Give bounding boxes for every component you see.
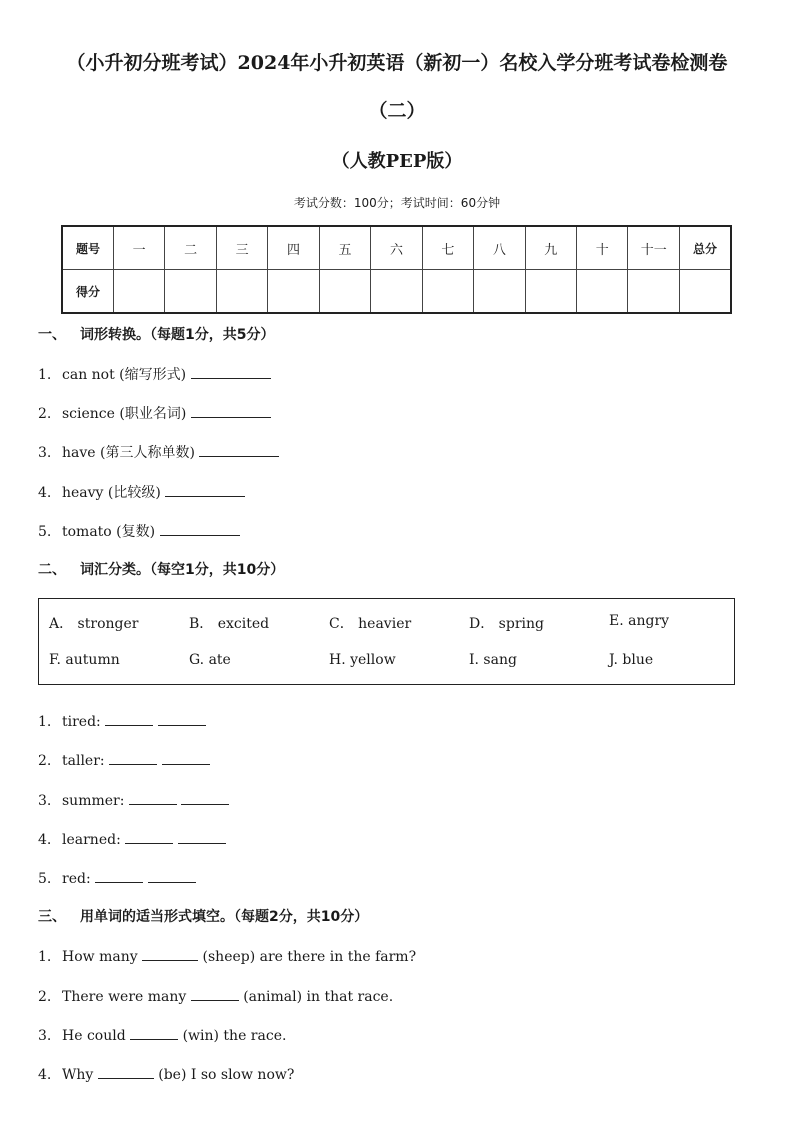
section2-item: 2. taller:: [38, 750, 210, 769]
section1-item: 2. science (职业名词): [38, 403, 271, 423]
section1-item: 5. tomato (复数): [38, 521, 240, 541]
score-table-score-row: [62, 270, 731, 314]
column-10: 十: [577, 226, 628, 270]
column-9: 九: [525, 226, 576, 270]
word-option: A． stronger: [49, 616, 139, 632]
answer-blank[interactable]: [142, 946, 198, 961]
score-cell[interactable]: [474, 270, 525, 314]
answer-blank[interactable]: [191, 986, 239, 1001]
score-cell[interactable]: [577, 270, 628, 314]
score-cell[interactable]: [113, 270, 164, 314]
answer-blank[interactable]: [199, 442, 279, 457]
section3-item: 3. He could (win) the race.: [38, 1025, 286, 1044]
answer-blank[interactable]: [162, 750, 210, 765]
word-option: B． excited: [189, 616, 270, 632]
section2-item: 5. red:: [38, 868, 196, 887]
section3-item: 2. There were many (animal) in that race.: [38, 986, 393, 1005]
section3-number: 三、: [38, 909, 66, 925]
word-option: F. autumn: [49, 652, 120, 668]
exam-title-edition: （人教PEP版）: [331, 151, 463, 172]
section1-heading: [38, 324, 274, 344]
exam-title-line2: （二）: [368, 100, 426, 122]
answer-blank[interactable]: [109, 750, 157, 765]
answer-blank[interactable]: [160, 521, 240, 536]
question-number-label: 题号: [62, 226, 113, 270]
answer-blank[interactable]: [95, 868, 143, 883]
column-1: 一: [113, 226, 164, 270]
answer-blank[interactable]: [130, 1025, 178, 1040]
exam-info: 考试分数：100分；考试时间：60分钟: [293, 196, 501, 210]
section2-item: 1. tired:: [38, 711, 206, 730]
section3-heading: [38, 906, 368, 926]
column-5: 五: [319, 226, 370, 270]
score-cell[interactable]: [679, 270, 731, 314]
column-8: 八: [474, 226, 525, 270]
answer-blank[interactable]: [178, 829, 226, 844]
column-6: 六: [371, 226, 422, 270]
word-option: I. sang: [469, 652, 517, 668]
section1-item: 4. heavy (比较级): [38, 482, 245, 502]
score-cell[interactable]: [268, 270, 319, 314]
section1-item: 3. have (第三人称单数): [38, 442, 279, 462]
score-cell[interactable]: [628, 270, 679, 314]
column-3: 三: [216, 226, 267, 270]
word-option: G. ate: [189, 652, 231, 668]
score-cell[interactable]: [422, 270, 473, 314]
score-cell[interactable]: [216, 270, 267, 314]
score-table-header-row: [62, 226, 731, 270]
word-option: H. yellow: [329, 652, 396, 668]
answer-blank[interactable]: [98, 1064, 154, 1079]
score-cell[interactable]: [165, 270, 216, 314]
word-bank-box: [38, 598, 735, 685]
section2-item: 3. summer:: [38, 790, 229, 809]
column-11: 十一: [628, 226, 679, 270]
answer-blank[interactable]: [191, 403, 271, 418]
section3-item: 4. Why (be) I so slow now?: [38, 1064, 294, 1083]
section3-title: 用单词的适当形式填空。（每题2分，共10分）: [80, 909, 369, 925]
answer-blank[interactable]: [125, 829, 173, 844]
answer-blank[interactable]: [158, 711, 206, 726]
exam-title-line1: （小升初分班考试）2024年小升初英语（新初一）名校入学分班考试卷检测卷: [66, 52, 728, 74]
section2-heading: [38, 559, 284, 579]
word-option: D． spring: [469, 616, 544, 632]
section2-title: 词汇分类。（每空1分，共10分）: [80, 562, 285, 578]
section2-item: 4. learned:: [38, 829, 226, 848]
score-cell[interactable]: [319, 270, 370, 314]
section1-title: 词形转换。（每题1分，共5分）: [80, 327, 275, 343]
column-4: 四: [268, 226, 319, 270]
section3-item: 1. How many (sheep) are there in the farm?: [38, 946, 416, 965]
word-option: C． heavier: [329, 616, 412, 632]
answer-blank[interactable]: [181, 790, 229, 805]
section1-item: 1. can not (缩写形式): [38, 364, 271, 384]
answer-blank[interactable]: [129, 790, 177, 805]
column-2: 二: [165, 226, 216, 270]
answer-blank[interactable]: [105, 711, 153, 726]
section2-number: 二、: [38, 562, 66, 578]
answer-blank[interactable]: [165, 482, 245, 497]
answer-blank[interactable]: [148, 868, 196, 883]
score-cell[interactable]: [371, 270, 422, 314]
word-option: E. angry: [609, 613, 670, 629]
word-option: J. blue: [609, 652, 654, 668]
score-table: [61, 225, 732, 314]
total-label: 总分: [679, 226, 731, 270]
section1-number: 一、: [38, 327, 66, 343]
score-cell[interactable]: [525, 270, 576, 314]
answer-blank[interactable]: [191, 364, 271, 379]
column-7: 七: [422, 226, 473, 270]
score-label: 得分: [62, 270, 113, 314]
